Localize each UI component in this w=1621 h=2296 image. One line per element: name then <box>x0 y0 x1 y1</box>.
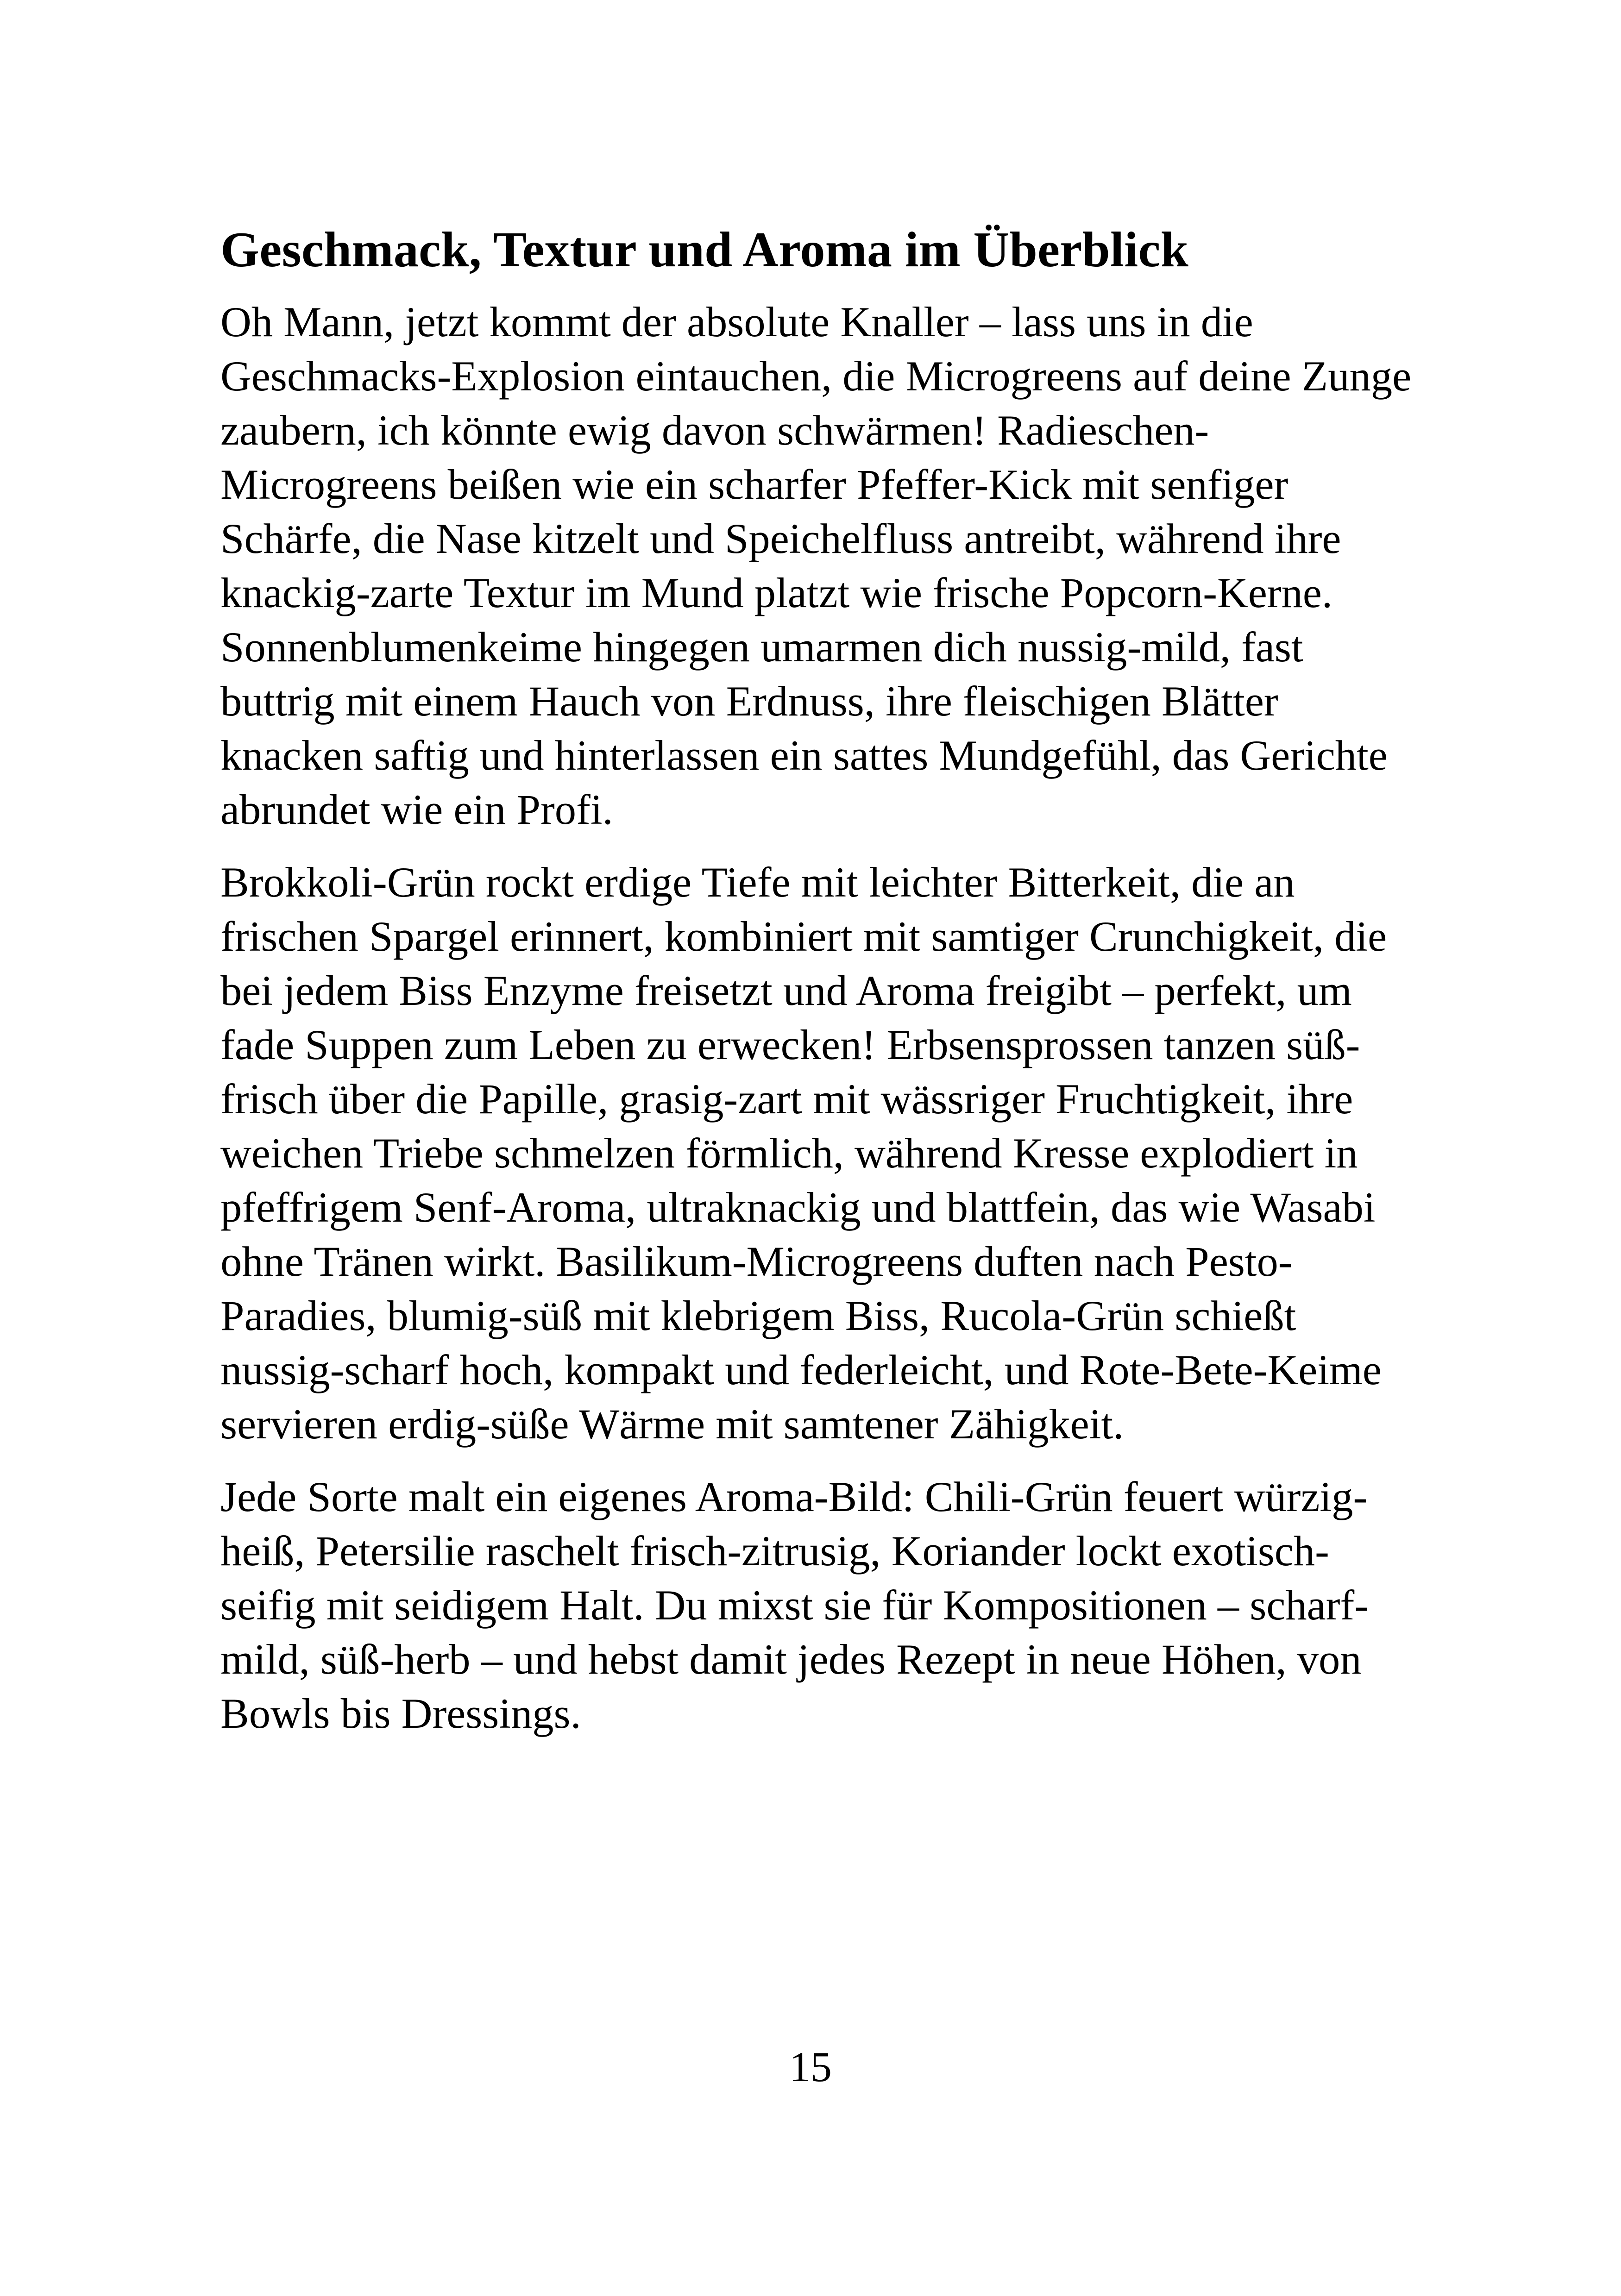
page-content <box>220 218 1420 1760</box>
paragraph-3: Jede Sorte malt ein eigenes Aroma-Bild: Chili-Grün feuert würzig-heiß, Petersilie raschelt frisch-zitrusig, Koriander lockt exotisch-seifig mit seidigem Halt. Du mixst sie für Kompositionen – scharf-mild, süß-herb – und hebst damit jedes Rezept in neue Höhen, von Bowls bis Dressings. <box>220 1474 1369 1738</box>
paragraph-1: Oh Mann, jetzt kommt der absolute Knaller – lass uns in die Geschmacks-Explosion eintauchen, die Microgreens auf deine Zunge zaubern, ich könnte ewig davon schwärmen! Radieschen-Microgreens beißen wie ein scharfer Pfeffer-Kick mit senfiger Schärfe, die Nase kitzelt und Speichelfluss antreibt, während ihre knackig-zarte Textur im Mund platzt wie frische Popcorn-Kerne. Sonnenblumenkeime hingegen umarmen dich nussig-mild, fast buttrig mit einem Hauch von Erdnuss, ihre fleischigen Blätter knacken saftig und hinterlassen ein sattes Mundgefühl, das Gerichte abrundet wie ein Profi. <box>220 299 1412 834</box>
section-heading: Geschmack, Textur und Aroma im Überblick <box>220 222 1189 277</box>
paragraph-2: Brokkoli-Grün rockt erdige Tiefe mit leichter Bitterkeit, die an frischen Spargel erinnert, kombiniert mit samtiger Crunchigkeit, die bei jedem Biss Enzyme freisetzt und Aroma freigibt – perfekt, um fade Suppen zum Leben zu erwecken! Erbsensprossen tanzen süß-frisch über die Papille, grasig-zart mit wässriger Fruchtigkeit, ihre weichen Triebe schmelzen förmlich, während Kresse explodiert in pfeffrigem Senf-Aroma, ultraknackig und blattfein, das wie Wasabi ohne Tränen wirkt. Basilikum-Microgreens duften nach Pesto-Paradies, blumig-süß mit klebrigem Biss, Rucola-Grün schießt nussig-scharf hoch, kompakt und federleicht, und Rote-Bete-Keime servieren erdig-süße Wärme mit samtener Zähigkeit. <box>220 859 1387 1448</box>
page-number: 15 <box>789 2043 832 2090</box>
